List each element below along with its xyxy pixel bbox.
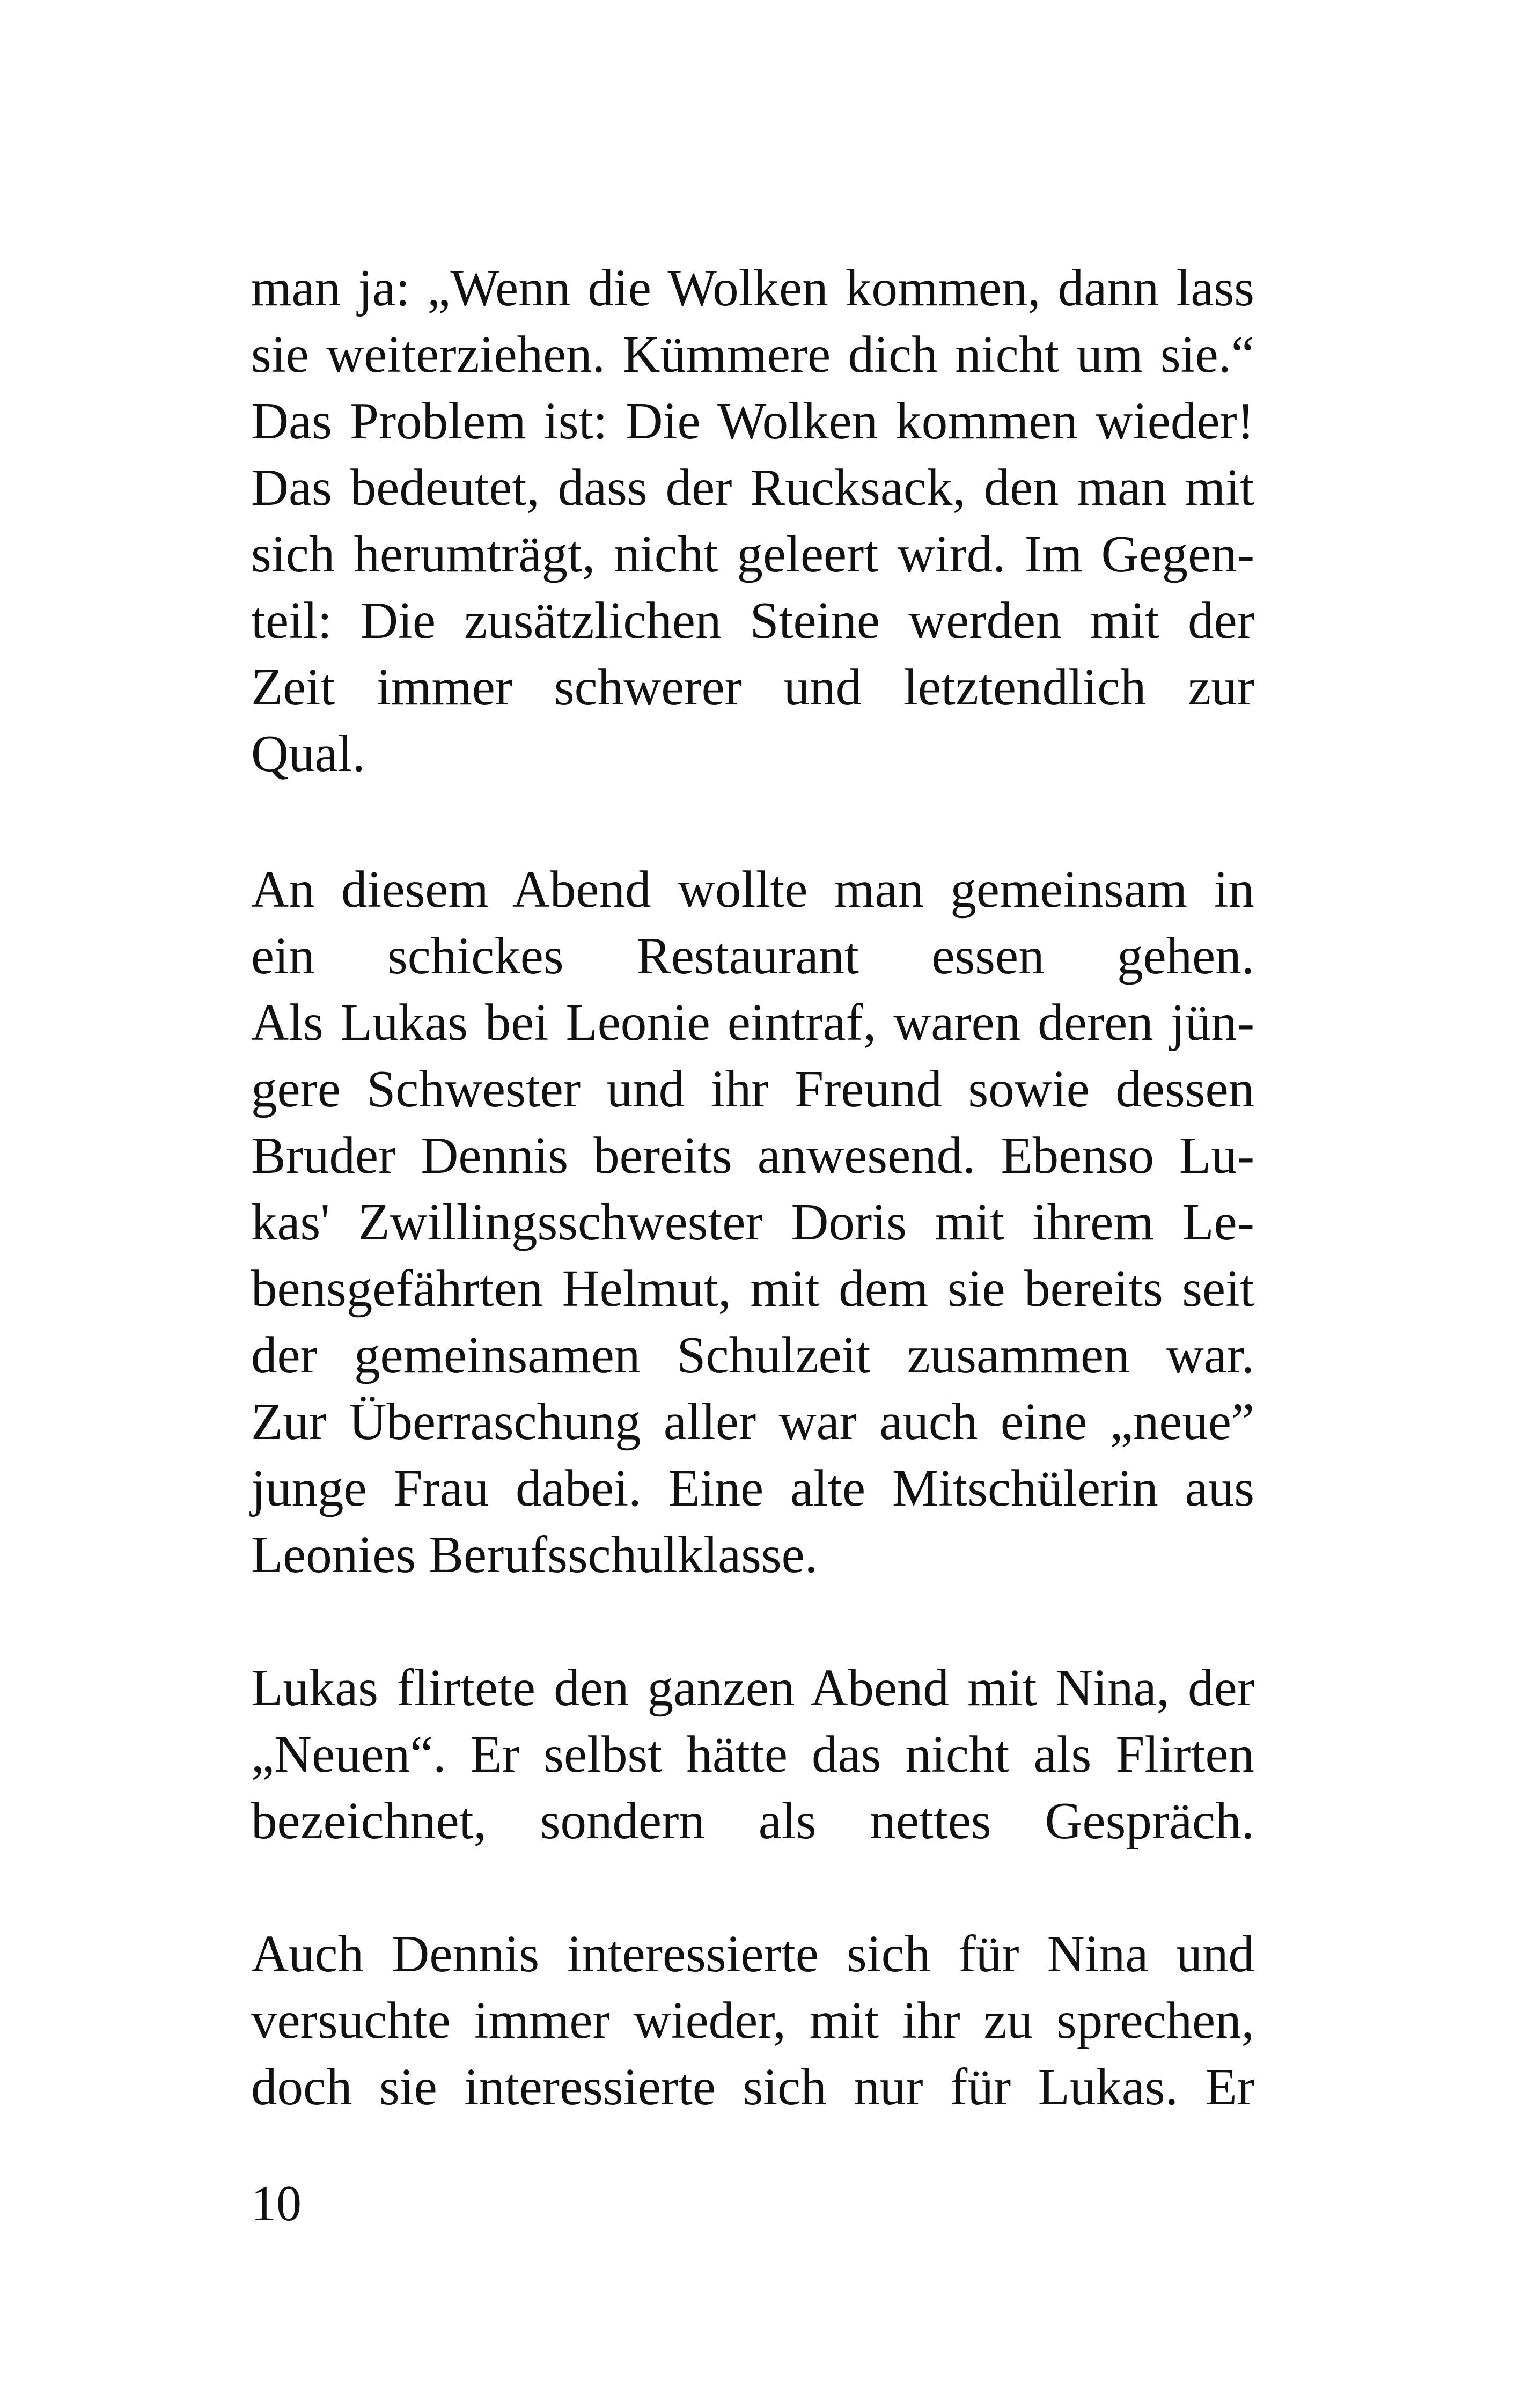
- text-line: bensgefährten Helmut, mit dem sie bereits seit: [251, 1260, 1254, 1317]
- text-line: Zeit immer schwerer und letztendlich zur: [251, 658, 1254, 716]
- text-line: doch sie interessierte sich nur für Lukas. Er: [251, 2058, 1254, 2116]
- text-line: Als Lukas bei Leonie eintraf, waren deren jün-: [251, 994, 1254, 1051]
- text-line: Leonies Berufsschulklasse.: [251, 1526, 818, 1583]
- text-line: junge Frau dabei. Eine alte Mitschülerin aus: [251, 1459, 1254, 1517]
- paragraph-1: [251, 255, 1254, 787]
- text-line: kas' Zwillingsschwester Doris mit ihrem Le-: [251, 1193, 1254, 1251]
- page-number: 10: [251, 2176, 302, 2231]
- text-line: teil: Die zusätzlichen Steine werden mit der: [251, 592, 1254, 649]
- text-line: sie weiterziehen. Kümmere dich nicht um sie.“: [251, 326, 1254, 383]
- text-line: sich herumträgt, nicht geleert wird. Im Gegen-: [251, 525, 1254, 583]
- text-line: An diesem Abend wollte man gemeinsam in: [251, 861, 1254, 918]
- paragraph-4: [251, 1921, 1254, 2120]
- paragraph-2: [251, 856, 1254, 1588]
- text-line: Zur Überraschung aller war auch eine „neue”: [251, 1393, 1254, 1450]
- text-line: der gemeinsamen Schulzeit zusammen war.: [251, 1326, 1254, 1384]
- text-line: Das bedeutet, dass der Rucksack, den man mit: [251, 459, 1254, 516]
- text-line: man ja: „Wenn die Wolken kommen, dann lass: [251, 259, 1254, 317]
- text-line: bezeichnet, sondern als nettes Gespräch.: [251, 1792, 1254, 1849]
- text-line: Qual.: [251, 725, 365, 782]
- text-line: „Neuen“. Er selbst hätte das nicht als Flirten: [251, 1726, 1254, 1783]
- text-line: Das Problem ist: Die Wolken kommen wieder!: [251, 392, 1254, 450]
- text-line: ein schickes Restaurant essen gehen.: [251, 927, 1254, 985]
- paragraph-3: [251, 1655, 1254, 1854]
- text-line: gere Schwester und ihr Freund sowie dessen: [251, 1060, 1254, 1118]
- text-line: Auch Dennis interessierte sich für Nina und: [251, 1925, 1254, 1983]
- text-line: versuchte immer wieder, mit ihr zu sprechen,: [251, 1992, 1254, 2049]
- text-line: Lukas flirtete den ganzen Abend mit Nina, der: [251, 1659, 1254, 1716]
- text-line: Bruder Dennis bereits anwesend. Ebenso Lu-: [251, 1127, 1254, 1184]
